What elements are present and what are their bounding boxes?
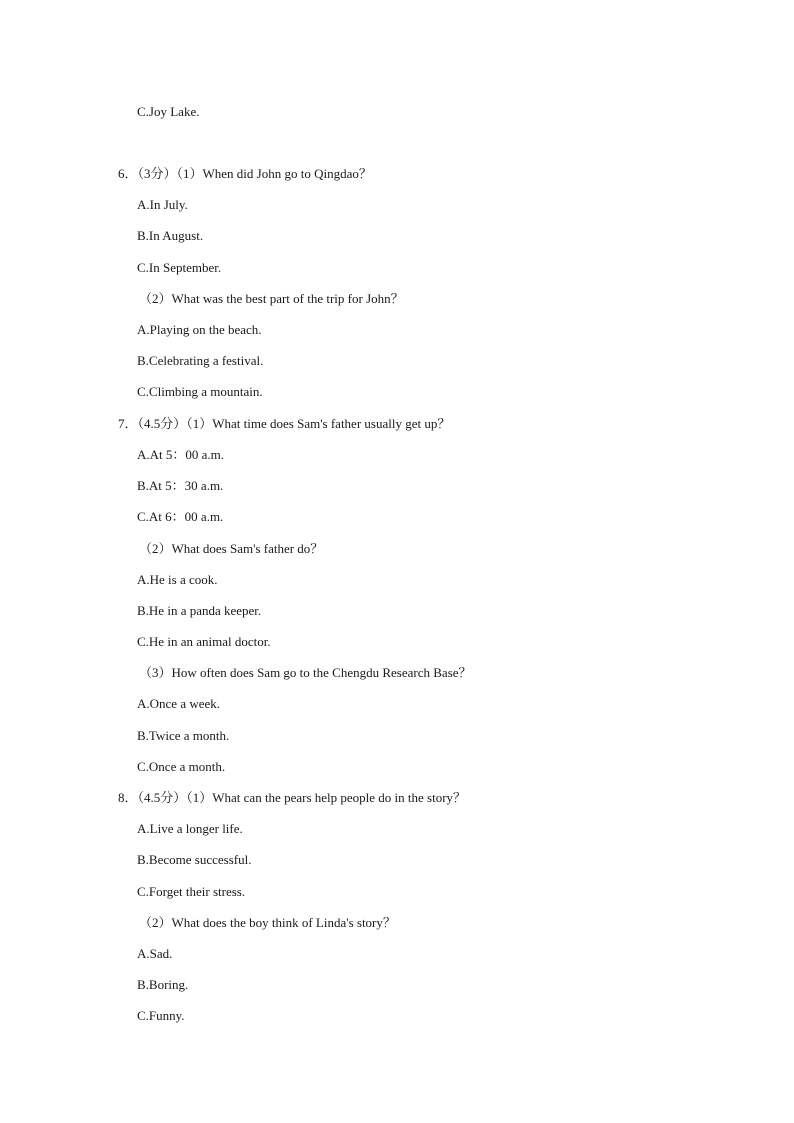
option-c: C.Joy Lake. bbox=[137, 104, 200, 119]
q6-2-option-c: C.Climbing a mountain. bbox=[137, 384, 263, 399]
q6-1-option-a: A.In July. bbox=[137, 197, 188, 212]
q7-2-option-c: C.He in an animal doctor. bbox=[137, 634, 271, 649]
q7-3-option-b: B.Twice a month. bbox=[137, 728, 230, 743]
q8-2-text: （2）What does the boy think of Linda's story？ bbox=[139, 915, 396, 930]
q7-1-option-a: A.At 5：00 a.m. bbox=[137, 447, 225, 462]
q7-1-option-c: C.At 6：00 a.m. bbox=[137, 509, 224, 524]
q6-1-option-c: C.In September. bbox=[137, 260, 222, 275]
q6-2-text: （2）What was the best part of the trip for John？ bbox=[139, 291, 404, 306]
question-7-header: 7．（4.5分）（1）What time does Sam's father usually get up？ bbox=[118, 416, 451, 431]
q7-3-option-c: C.Once a month. bbox=[137, 759, 226, 774]
q7-2-option-b: B.He in a panda keeper. bbox=[137, 603, 262, 618]
question-6-header: 6．（3分）（1）When did John go to Qingdao？ bbox=[118, 166, 372, 181]
q6-2-option-b: B.Celebrating a festival. bbox=[137, 353, 264, 368]
q8-1-option-c: C.Forget their stress. bbox=[137, 884, 246, 899]
q8-2-option-b: B.Boring. bbox=[137, 977, 189, 992]
q7-2-option-a: A.He is a cook. bbox=[137, 572, 218, 587]
question-8-header: 8．（4.5分）（1）What can the pears help people do in the story？ bbox=[118, 790, 467, 805]
q8-2-option-c: C.Funny. bbox=[137, 1008, 185, 1023]
q7-3-option-a: A.Once a week. bbox=[137, 696, 221, 711]
q8-1-option-a: A.Live a longer life. bbox=[137, 821, 243, 836]
q6-1-option-b: B.In August. bbox=[137, 228, 204, 243]
q8-2-option-a: A.Sad. bbox=[137, 946, 173, 961]
q7-2-text: （2）What does Sam's father do？ bbox=[139, 541, 324, 556]
q6-2-option-a: A.Playing on the beach. bbox=[137, 322, 262, 337]
q7-3-text: （3）How often does Sam go to the Chengdu Research Base？ bbox=[139, 665, 472, 680]
q8-1-option-b: B.Become successful. bbox=[137, 852, 252, 867]
q7-1-option-b: B.At 5：30 a.m. bbox=[137, 478, 224, 493]
